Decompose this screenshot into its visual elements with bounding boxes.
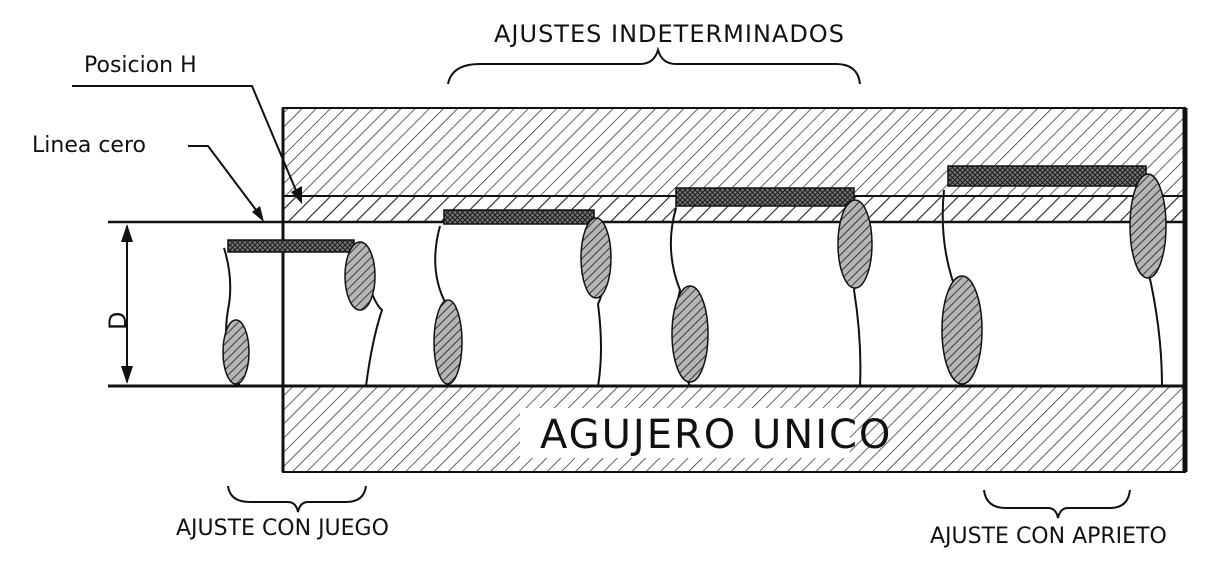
shaft-clearance	[223, 240, 382, 386]
shaft-2-section-top	[581, 218, 611, 298]
shaft-2-section-bottom	[434, 300, 462, 384]
shaft-indeterminate-1	[434, 210, 611, 386]
shaft-1-tolerance	[228, 240, 354, 252]
interference-brace	[984, 490, 1130, 518]
shaft-1-section-bottom	[223, 320, 249, 384]
zero-line-label: Linea cero	[32, 133, 146, 158]
dimension-arrow-top	[121, 224, 133, 242]
diagram-title: AJUSTES INDETERMINADOS	[494, 20, 845, 48]
clearance-fit-label: AJUSTE CON JUEGO	[176, 516, 389, 541]
shaft-1-section-top	[345, 242, 375, 310]
clearance-brace	[228, 486, 366, 512]
shaft-4-tolerance	[948, 166, 1146, 186]
shaft-2-tolerance	[444, 210, 594, 224]
hole-label: AGUJERO UNICO	[540, 412, 893, 458]
interference-fit-label: AJUSTE CON APRIETO	[930, 524, 1167, 549]
shaft-4-section-top	[1130, 174, 1166, 278]
shaft-3-tolerance	[676, 188, 854, 206]
zero-line-leader	[188, 146, 262, 218]
shaft-3-section-bottom	[672, 286, 708, 382]
shaft-4-section-bottom	[942, 276, 982, 384]
dimension-arrow-bottom	[121, 366, 133, 384]
position-label: Posicion H	[84, 53, 197, 78]
shaft-3-section-top	[838, 200, 872, 288]
title-brace	[448, 50, 860, 84]
dimension-label: D	[104, 310, 132, 330]
